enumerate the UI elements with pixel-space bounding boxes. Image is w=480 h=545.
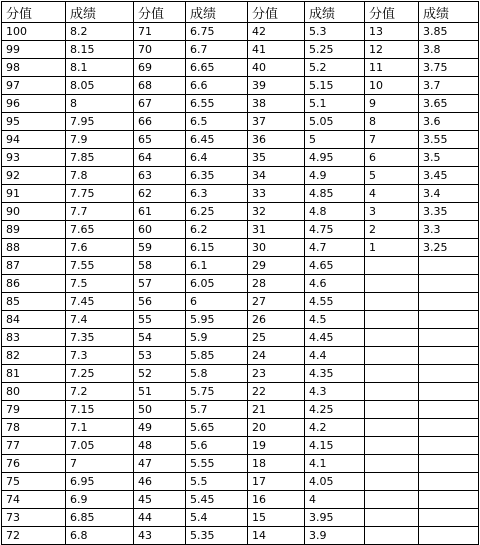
header-grade-1: 成绩: [66, 2, 134, 23]
cell-score-4: [365, 509, 419, 527]
cell-grade-2: 5.7: [186, 401, 248, 419]
cell-score-2: 58: [134, 257, 186, 275]
cell-score-4: 10: [365, 77, 419, 95]
cell-score-2: 48: [134, 437, 186, 455]
cell-grade-2: 5.35: [186, 527, 248, 545]
table-row: [2, 419, 479, 437]
cell-grade-3: 4.75: [305, 221, 365, 239]
cell-score-1: 88: [2, 239, 66, 257]
cell-grade-1: 7.25: [66, 365, 134, 383]
cell-score-3: 16: [248, 491, 305, 509]
cell-score-3: 29: [248, 257, 305, 275]
cell-score-3: 38: [248, 95, 305, 113]
cell-grade-3: 4.85: [305, 185, 365, 203]
table-row: [2, 77, 479, 95]
cell-grade-1: 7: [66, 455, 134, 473]
cell-grade-3: 4.3: [305, 383, 365, 401]
cell-score-4: 5: [365, 167, 419, 185]
cell-score-2: 59: [134, 239, 186, 257]
cell-score-3: 34: [248, 167, 305, 185]
cell-grade-3: 4.1: [305, 455, 365, 473]
cell-grade-1: 6.9: [66, 491, 134, 509]
cell-score-2: 67: [134, 95, 186, 113]
cell-score-4: [365, 437, 419, 455]
cell-score-4: [365, 383, 419, 401]
cell-score-2: 68: [134, 77, 186, 95]
cell-score-1: 95: [2, 113, 66, 131]
cell-score-4: [365, 311, 419, 329]
cell-grade-1: 8.15: [66, 41, 134, 59]
cell-score-1: 89: [2, 221, 66, 239]
cell-score-1: 73: [2, 509, 66, 527]
table-row: [2, 437, 479, 455]
cell-score-2: 70: [134, 41, 186, 59]
cell-grade-2: 6.4: [186, 149, 248, 167]
cell-grade-3: 5.2: [305, 59, 365, 77]
cell-grade-3: 4.6: [305, 275, 365, 293]
cell-score-3: 39: [248, 77, 305, 95]
cell-grade-2: 6.75: [186, 23, 248, 41]
cell-grade-4: [419, 509, 479, 527]
cell-grade-2: 5.65: [186, 419, 248, 437]
cell-grade-2: 6.1: [186, 257, 248, 275]
cell-grade-3: 4.65: [305, 257, 365, 275]
cell-grade-3: 4.15: [305, 437, 365, 455]
header-grade-4: 成绩: [419, 2, 479, 23]
cell-grade-1: 7.45: [66, 293, 134, 311]
cell-grade-2: 6.65: [186, 59, 248, 77]
cell-grade-2: 6.7: [186, 41, 248, 59]
cell-grade-3: 4.05: [305, 473, 365, 491]
cell-score-2: 54: [134, 329, 186, 347]
cell-grade-4: [419, 491, 479, 509]
table-row: [2, 365, 479, 383]
header-score-1: 分值: [2, 2, 66, 23]
cell-score-4: [365, 347, 419, 365]
cell-grade-1: 7.1: [66, 419, 134, 437]
cell-grade-4: 3.85: [419, 23, 479, 41]
header-grade-3: 成绩: [305, 2, 365, 23]
score-conversion-table: [1, 1, 479, 545]
cell-score-1: 83: [2, 329, 66, 347]
table-row: [2, 113, 479, 131]
cell-grade-1: 7.85: [66, 149, 134, 167]
cell-score-3: 27: [248, 293, 305, 311]
cell-score-2: 52: [134, 365, 186, 383]
cell-grade-2: 5.85: [186, 347, 248, 365]
table-row: [2, 383, 479, 401]
cell-grade-4: [419, 437, 479, 455]
cell-score-1: 87: [2, 257, 66, 275]
cell-grade-1: 8.2: [66, 23, 134, 41]
table-row: [2, 491, 479, 509]
cell-grade-2: 6.6: [186, 77, 248, 95]
cell-grade-3: 4.55: [305, 293, 365, 311]
cell-score-1: 75: [2, 473, 66, 491]
cell-score-4: 7: [365, 131, 419, 149]
cell-grade-1: 7.65: [66, 221, 134, 239]
cell-grade-2: 5.95: [186, 311, 248, 329]
table-row: [2, 257, 479, 275]
cell-grade-3: 4.35: [305, 365, 365, 383]
cell-grade-4: [419, 455, 479, 473]
cell-grade-4: [419, 527, 479, 545]
cell-score-3: 26: [248, 311, 305, 329]
cell-grade-1: 7.35: [66, 329, 134, 347]
cell-score-1: 80: [2, 383, 66, 401]
cell-score-4: 9: [365, 95, 419, 113]
cell-score-2: 45: [134, 491, 186, 509]
cell-score-3: 30: [248, 239, 305, 257]
cell-grade-1: 7.95: [66, 113, 134, 131]
cell-score-4: [365, 527, 419, 545]
cell-grade-4: 3.35: [419, 203, 479, 221]
cell-score-1: 74: [2, 491, 66, 509]
cell-grade-1: 7.55: [66, 257, 134, 275]
cell-grade-3: 5: [305, 131, 365, 149]
cell-grade-4: 3.75: [419, 59, 479, 77]
cell-grade-1: 7.05: [66, 437, 134, 455]
cell-grade-4: 3.6: [419, 113, 479, 131]
table-row: [2, 527, 479, 545]
cell-score-3: 19: [248, 437, 305, 455]
cell-score-4: [365, 455, 419, 473]
table-row: [2, 293, 479, 311]
cell-grade-2: 5.9: [186, 329, 248, 347]
cell-score-3: 18: [248, 455, 305, 473]
cell-grade-1: 6.8: [66, 527, 134, 545]
cell-score-4: 12: [365, 41, 419, 59]
header-score-3: 分值: [248, 2, 305, 23]
cell-grade-3: 4.2: [305, 419, 365, 437]
header-score-2: 分值: [134, 2, 186, 23]
cell-score-2: 63: [134, 167, 186, 185]
table-body: [2, 23, 479, 545]
cell-score-3: 21: [248, 401, 305, 419]
cell-grade-4: [419, 311, 479, 329]
table-row: [2, 311, 479, 329]
cell-grade-3: 4.4: [305, 347, 365, 365]
cell-score-3: 35: [248, 149, 305, 167]
cell-grade-4: 3.4: [419, 185, 479, 203]
cell-grade-1: 7.5: [66, 275, 134, 293]
table-row: [2, 185, 479, 203]
cell-score-1: 90: [2, 203, 66, 221]
cell-score-3: 20: [248, 419, 305, 437]
cell-score-2: 65: [134, 131, 186, 149]
cell-score-1: 84: [2, 311, 66, 329]
cell-score-4: [365, 293, 419, 311]
cell-score-1: 98: [2, 59, 66, 77]
cell-score-2: 57: [134, 275, 186, 293]
cell-score-2: 55: [134, 311, 186, 329]
cell-score-4: 11: [365, 59, 419, 77]
cell-grade-2: 6.55: [186, 95, 248, 113]
cell-grade-2: 6.05: [186, 275, 248, 293]
cell-grade-2: 6.25: [186, 203, 248, 221]
table-row: [2, 455, 479, 473]
cell-grade-2: 5.45: [186, 491, 248, 509]
cell-grade-2: 6.5: [186, 113, 248, 131]
cell-grade-1: 7.7: [66, 203, 134, 221]
table-row: [2, 23, 479, 41]
cell-grade-4: 3.65: [419, 95, 479, 113]
header-grade-2: 成绩: [186, 2, 248, 23]
table-row: [2, 347, 479, 365]
cell-score-1: 91: [2, 185, 66, 203]
table-row: [2, 473, 479, 491]
cell-grade-3: 3.95: [305, 509, 365, 527]
cell-score-4: 1: [365, 239, 419, 257]
cell-grade-3: 5.1: [305, 95, 365, 113]
cell-grade-3: 4.9: [305, 167, 365, 185]
cell-grade-4: [419, 257, 479, 275]
cell-score-2: 60: [134, 221, 186, 239]
table-row: [2, 95, 479, 113]
cell-grade-1: 7.15: [66, 401, 134, 419]
cell-score-2: 66: [134, 113, 186, 131]
cell-score-2: 53: [134, 347, 186, 365]
header-score-4: 分值: [365, 2, 419, 23]
cell-score-1: 100: [2, 23, 66, 41]
cell-score-1: 72: [2, 527, 66, 545]
cell-score-2: 71: [134, 23, 186, 41]
cell-score-4: 8: [365, 113, 419, 131]
cell-score-2: 47: [134, 455, 186, 473]
table-row: [2, 203, 479, 221]
cell-grade-3: 4.45: [305, 329, 365, 347]
cell-grade-2: 6.15: [186, 239, 248, 257]
cell-score-2: 69: [134, 59, 186, 77]
cell-score-3: 25: [248, 329, 305, 347]
cell-grade-3: 4.8: [305, 203, 365, 221]
cell-score-2: 62: [134, 185, 186, 203]
cell-grade-2: 6.45: [186, 131, 248, 149]
cell-grade-3: 5.3: [305, 23, 365, 41]
cell-grade-2: 6.3: [186, 185, 248, 203]
cell-score-3: 42: [248, 23, 305, 41]
cell-score-4: [365, 329, 419, 347]
cell-score-1: 76: [2, 455, 66, 473]
table-row: [2, 149, 479, 167]
cell-score-4: [365, 473, 419, 491]
cell-grade-4: [419, 365, 479, 383]
cell-grade-3: 5.05: [305, 113, 365, 131]
cell-score-1: 79: [2, 401, 66, 419]
cell-score-3: 14: [248, 527, 305, 545]
table-row: [2, 59, 479, 77]
cell-grade-4: [419, 419, 479, 437]
cell-grade-2: 6: [186, 293, 248, 311]
cell-score-2: 50: [134, 401, 186, 419]
cell-grade-2: 5.6: [186, 437, 248, 455]
cell-score-3: 36: [248, 131, 305, 149]
cell-grade-1: 7.4: [66, 311, 134, 329]
cell-grade-4: [419, 293, 479, 311]
cell-score-4: [365, 275, 419, 293]
cell-score-4: 3: [365, 203, 419, 221]
cell-score-1: 92: [2, 167, 66, 185]
cell-score-4: [365, 257, 419, 275]
cell-score-3: 33: [248, 185, 305, 203]
cell-grade-3: 5.25: [305, 41, 365, 59]
cell-score-1: 85: [2, 293, 66, 311]
table-row: [2, 41, 479, 59]
cell-grade-1: 7.3: [66, 347, 134, 365]
cell-score-4: 13: [365, 23, 419, 41]
cell-score-2: 61: [134, 203, 186, 221]
cell-grade-2: 5.55: [186, 455, 248, 473]
cell-score-1: 86: [2, 275, 66, 293]
cell-score-2: 43: [134, 527, 186, 545]
table-row: [2, 401, 479, 419]
cell-score-2: 44: [134, 509, 186, 527]
cell-score-4: 4: [365, 185, 419, 203]
cell-score-3: 23: [248, 365, 305, 383]
table-row: [2, 131, 479, 149]
cell-score-3: 15: [248, 509, 305, 527]
cell-score-2: 64: [134, 149, 186, 167]
cell-grade-1: 6.85: [66, 509, 134, 527]
cell-grade-4: [419, 275, 479, 293]
cell-grade-3: 4.7: [305, 239, 365, 257]
cell-score-1: 97: [2, 77, 66, 95]
cell-grade-4: 3.5: [419, 149, 479, 167]
cell-grade-1: 7.75: [66, 185, 134, 203]
cell-score-4: [365, 419, 419, 437]
cell-grade-4: 3.45: [419, 167, 479, 185]
cell-score-4: [365, 401, 419, 419]
cell-grade-3: 4.95: [305, 149, 365, 167]
cell-score-4: 2: [365, 221, 419, 239]
cell-grade-1: 8.1: [66, 59, 134, 77]
cell-score-3: 17: [248, 473, 305, 491]
cell-grade-4: 3.8: [419, 41, 479, 59]
cell-score-3: 41: [248, 41, 305, 59]
cell-score-4: [365, 491, 419, 509]
cell-grade-1: 8: [66, 95, 134, 113]
cell-grade-4: 3.55: [419, 131, 479, 149]
cell-score-1: 96: [2, 95, 66, 113]
cell-grade-2: 6.2: [186, 221, 248, 239]
cell-grade-2: 5.4: [186, 509, 248, 527]
cell-score-1: 93: [2, 149, 66, 167]
cell-score-1: 81: [2, 365, 66, 383]
cell-grade-2: 5.8: [186, 365, 248, 383]
header-row: [2, 2, 479, 23]
cell-score-1: 77: [2, 437, 66, 455]
cell-grade-4: [419, 401, 479, 419]
cell-grade-1: 7.8: [66, 167, 134, 185]
cell-score-3: 28: [248, 275, 305, 293]
table-row: [2, 167, 479, 185]
cell-grade-4: [419, 347, 479, 365]
cell-grade-2: 5.75: [186, 383, 248, 401]
table-row: [2, 329, 479, 347]
cell-score-2: 46: [134, 473, 186, 491]
cell-score-4: [365, 365, 419, 383]
cell-score-2: 51: [134, 383, 186, 401]
cell-grade-3: 4.25: [305, 401, 365, 419]
cell-grade-4: [419, 329, 479, 347]
cell-grade-4: [419, 473, 479, 491]
cell-grade-1: 7.2: [66, 383, 134, 401]
cell-score-1: 78: [2, 419, 66, 437]
table-row: [2, 221, 479, 239]
cell-score-1: 99: [2, 41, 66, 59]
cell-grade-1: 7.6: [66, 239, 134, 257]
table-row: [2, 239, 479, 257]
cell-score-3: 31: [248, 221, 305, 239]
cell-score-2: 49: [134, 419, 186, 437]
table-row: [2, 509, 479, 527]
cell-grade-3: 4: [305, 491, 365, 509]
cell-grade-4: 3.25: [419, 239, 479, 257]
cell-grade-3: 5.15: [305, 77, 365, 95]
cell-grade-2: 6.35: [186, 167, 248, 185]
cell-grade-2: 5.5: [186, 473, 248, 491]
cell-grade-3: 4.5: [305, 311, 365, 329]
cell-score-1: 82: [2, 347, 66, 365]
cell-grade-4: 3.3: [419, 221, 479, 239]
cell-grade-4: 3.7: [419, 77, 479, 95]
cell-grade-1: 6.95: [66, 473, 134, 491]
table-row: [2, 275, 479, 293]
cell-grade-4: [419, 383, 479, 401]
cell-score-3: 37: [248, 113, 305, 131]
cell-score-3: 22: [248, 383, 305, 401]
cell-score-3: 24: [248, 347, 305, 365]
cell-grade-3: 3.9: [305, 527, 365, 545]
cell-score-3: 40: [248, 59, 305, 77]
cell-grade-1: 8.05: [66, 77, 134, 95]
cell-score-4: 6: [365, 149, 419, 167]
cell-score-1: 94: [2, 131, 66, 149]
cell-score-3: 32: [248, 203, 305, 221]
cell-grade-1: 7.9: [66, 131, 134, 149]
cell-score-2: 56: [134, 293, 186, 311]
